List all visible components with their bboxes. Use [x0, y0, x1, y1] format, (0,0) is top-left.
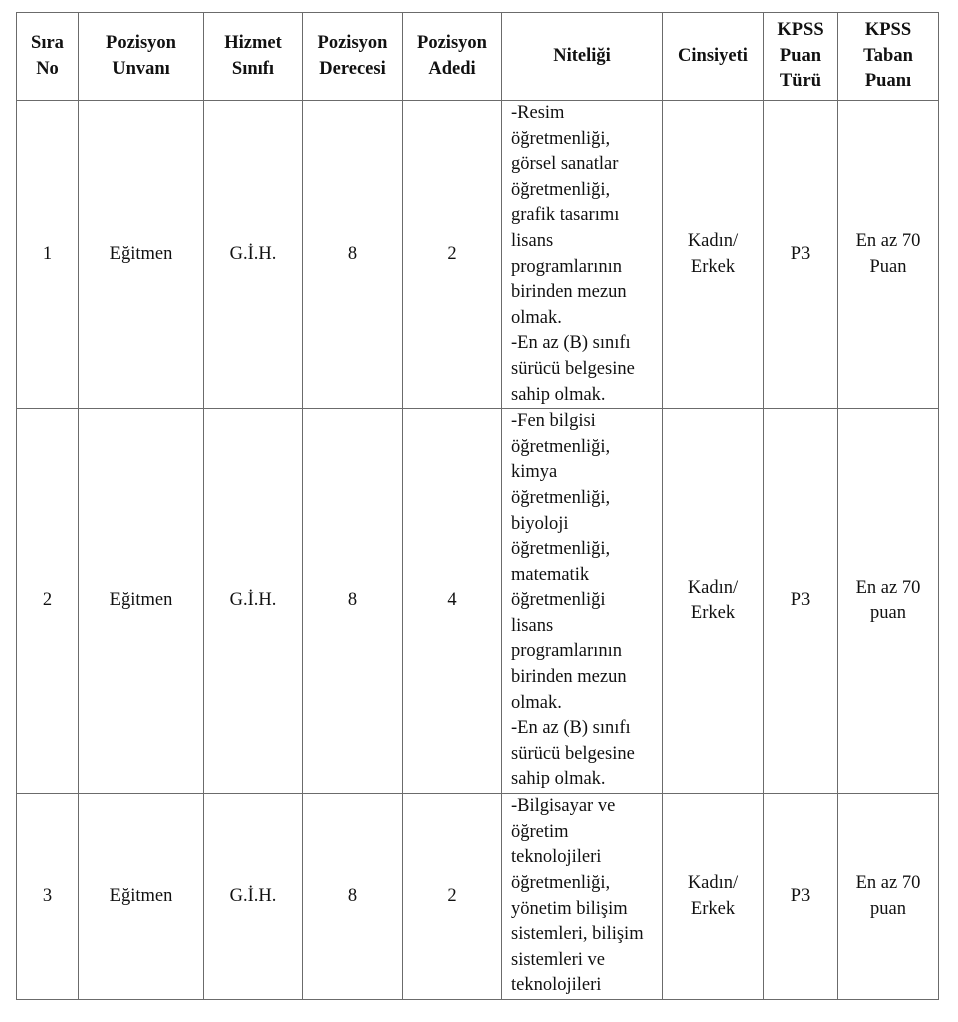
cell-kpss-taban-puani — [838, 101, 939, 409]
nitelik-line: olmak. — [511, 692, 562, 713]
cinsiyet-line: Erkek — [690, 603, 736, 624]
nitelik-line: öğretmenliği, — [511, 436, 611, 457]
nitelik-line: grafik tasarımı — [511, 205, 620, 226]
cell-kpss-puan-turu: P3 — [764, 101, 838, 409]
nitelik-line: sürücü belgesine — [511, 358, 635, 379]
header-text: Puan — [779, 45, 822, 66]
cell-niteligi — [502, 101, 663, 409]
nitelik-line: kimya — [511, 462, 558, 483]
nitelik-line: teknolojileri — [511, 975, 602, 996]
nitelik-line: programlarının — [511, 256, 622, 277]
nitelik-line: öğretmenliği, — [511, 487, 611, 508]
table-row — [17, 794, 939, 1000]
nitelik-line: teknolojileri — [511, 847, 602, 868]
table-row — [17, 101, 939, 409]
cell-pozisyon-unvani: Eğitmen — [79, 794, 204, 1000]
cell-cinsiyeti — [663, 794, 764, 1000]
nitelik-line: sahip olmak. — [511, 769, 606, 790]
cell-kpss-puan-turu: P3 — [764, 409, 838, 794]
nitelik-line: -En az (B) sınıfı — [511, 718, 631, 739]
cell-hizmet-sinifi: G.İ.H. — [204, 101, 303, 409]
header-text: Cinsiyeti — [678, 45, 748, 66]
header-text: Pozisyon — [317, 32, 388, 53]
cell-pozisyon-derecesi: 8 — [303, 794, 403, 1000]
table-row — [17, 409, 939, 794]
cinsiyet-line: Kadın/ — [687, 230, 739, 251]
nitelik-line: -Fen bilgisi — [511, 411, 596, 432]
nitelik-line: sürücü belgesine — [511, 743, 635, 764]
cell-pozisyon-unvani: Eğitmen — [79, 409, 204, 794]
cell-sira-no: 2 — [17, 409, 79, 794]
taban-puan-line: En az 70 — [855, 872, 921, 893]
header-pozisyon-adedi — [403, 13, 502, 101]
header-text: Pozisyon — [417, 32, 487, 53]
cell-pozisyon-adedi: 2 — [403, 101, 502, 409]
nitelik-line: programlarının — [511, 641, 622, 662]
nitelik-line: sistemleri, bilişim — [511, 924, 644, 945]
nitelik-line: -Resim — [511, 103, 565, 123]
cell-pozisyon-derecesi: 8 — [303, 101, 403, 409]
nitelik-line: olmak. — [511, 307, 562, 328]
cell-kpss-puan-turu: P3 — [764, 794, 838, 1000]
header-text: Pozisyon — [106, 32, 176, 53]
cell-pozisyon-adedi: 2 — [403, 794, 502, 1000]
cell-cinsiyeti — [663, 409, 764, 794]
header-kpss-taban-puani — [838, 13, 939, 101]
header-text: Niteliği — [553, 45, 611, 66]
header-text: KPSS — [777, 20, 824, 41]
header-sira-no — [17, 13, 79, 101]
nitelik-line: sahip olmak. — [511, 384, 606, 405]
taban-puan-line: En az 70 — [855, 577, 921, 598]
header-text: Adedi — [428, 58, 476, 79]
header-text: No — [36, 58, 59, 79]
taban-puan-line: En az 70 — [855, 230, 921, 251]
nitelik-line: öğretmenliği, — [511, 128, 611, 149]
cell-sira-no: 3 — [17, 794, 79, 1000]
taban-puan-line: puan — [870, 603, 906, 624]
cinsiyet-line: Kadın/ — [687, 577, 739, 598]
cinsiyet-line: Kadın/ — [687, 872, 739, 893]
nitelik-line: lisans — [511, 230, 554, 251]
cell-pozisyon-unvani: Eğitmen — [79, 101, 204, 409]
nitelik-line: -Bilgisayar ve — [511, 796, 616, 817]
cell-niteligi — [502, 409, 663, 794]
cell-pozisyon-adedi: 4 — [403, 409, 502, 794]
cell-kpss-taban-puani — [838, 409, 939, 794]
cell-sira-no: 1 — [17, 101, 79, 409]
cell-kpss-taban-puani — [838, 794, 939, 1000]
nitelik-line: lisans — [511, 615, 554, 636]
cell-hizmet-sinifi: G.İ.H. — [204, 409, 303, 794]
header-text: Hizmet — [224, 32, 282, 53]
header-niteligi — [502, 13, 663, 101]
cell-cinsiyeti — [663, 101, 764, 409]
nitelik-line: birinden mezun — [511, 667, 627, 688]
positions-table — [16, 12, 939, 1000]
header-pozisyon-derecesi — [303, 13, 403, 101]
nitelik-line: -En az (B) sınıfı — [511, 333, 631, 354]
nitelik-line: biyoloji — [511, 513, 569, 534]
nitelik-line: öğretmenliği, — [511, 539, 611, 560]
nitelik-line: öğretim — [511, 821, 569, 842]
header-text: Taban — [863, 45, 913, 66]
cinsiyet-line: Erkek — [690, 256, 736, 277]
header-row — [17, 13, 939, 101]
header-text: KPSS — [864, 20, 912, 41]
nitelik-line: görsel sanatlar — [511, 154, 619, 175]
cell-pozisyon-derecesi: 8 — [303, 409, 403, 794]
nitelik-line: sistemleri ve — [511, 949, 606, 970]
header-kpss-puan-turu — [764, 13, 838, 101]
nitelik-line: matematik — [511, 564, 590, 585]
header-hizmet-sinifi — [204, 13, 303, 101]
taban-puan-line: Puan — [869, 256, 907, 277]
header-text: Türü — [779, 71, 822, 92]
header-text: Sınıfı — [231, 58, 275, 79]
header-text: Puanı — [864, 71, 912, 92]
nitelik-line: yönetim bilişim — [511, 898, 628, 919]
nitelik-line: öğretmenliği, — [511, 179, 611, 200]
nitelik-line: öğretmenliği — [511, 590, 606, 611]
taban-puan-line: puan — [870, 898, 906, 919]
header-text: Unvanı — [112, 58, 170, 79]
nitelik-line: birinden mezun — [511, 282, 627, 303]
cinsiyet-line: Erkek — [690, 898, 736, 919]
nitelik-line: öğretmenliği, — [511, 872, 611, 893]
header-text: Derecesi — [319, 58, 386, 79]
header-cinsiyeti — [663, 13, 764, 101]
cell-niteligi — [502, 794, 663, 1000]
cell-hizmet-sinifi: G.İ.H. — [204, 794, 303, 1000]
header-text: Sıra — [31, 32, 64, 53]
header-pozisyon-unvani — [79, 13, 204, 101]
